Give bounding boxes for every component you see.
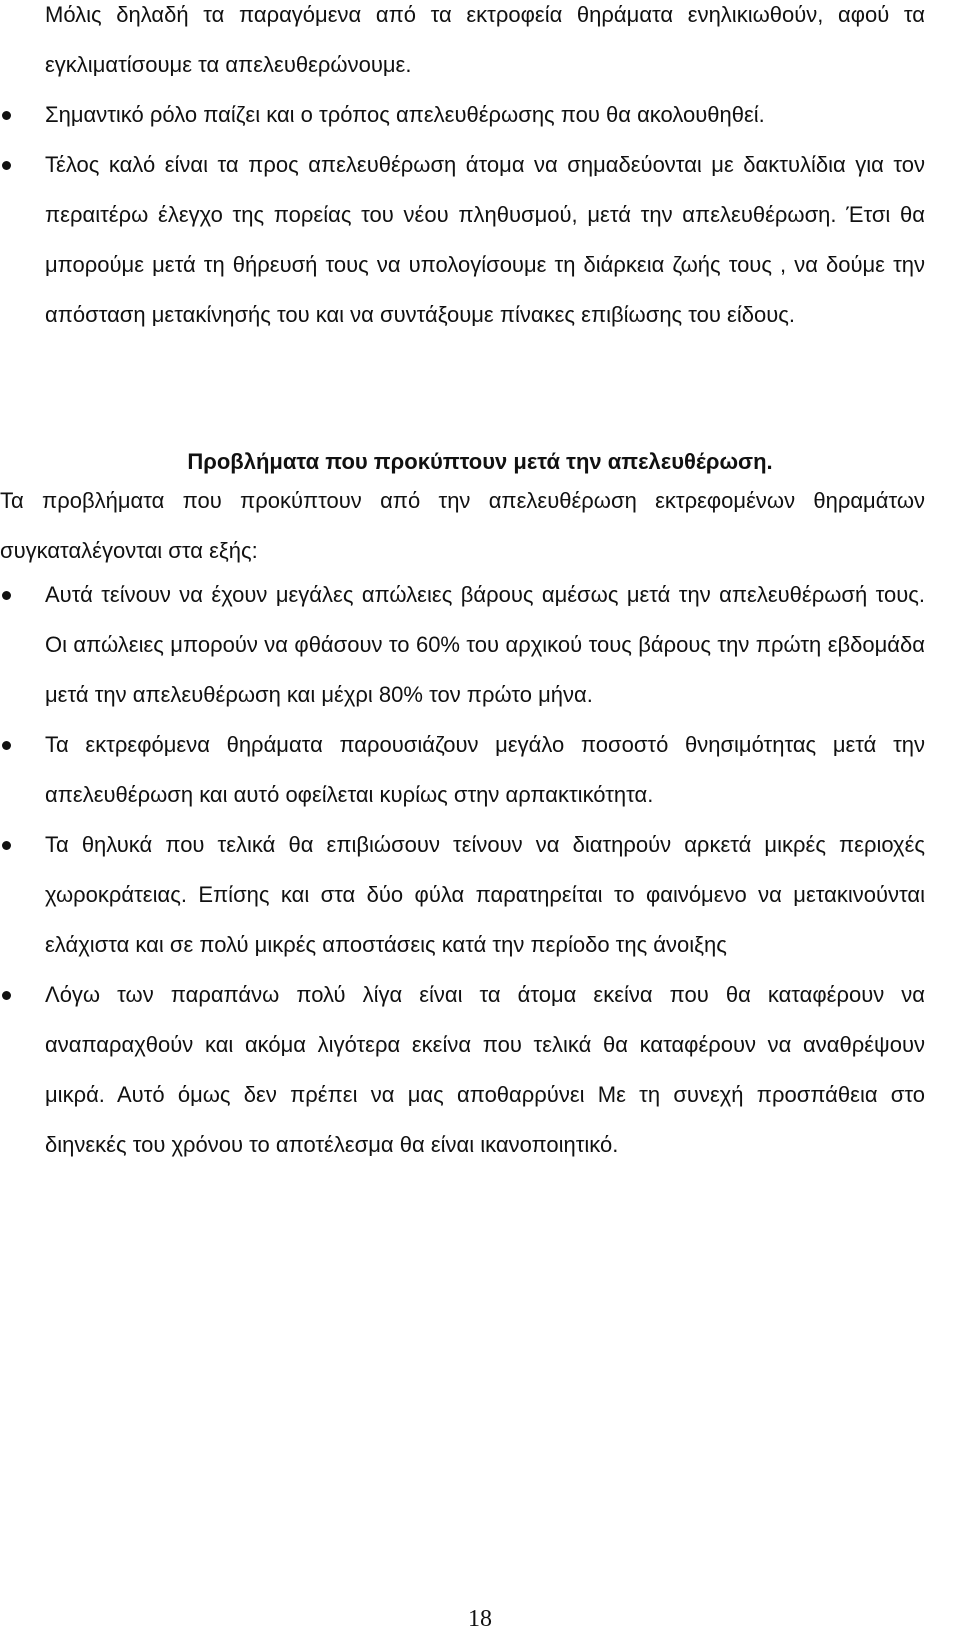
problem-item-4 [45, 970, 925, 1170]
bullet-icon [2, 591, 11, 600]
section-intro: Τα προβλήματα που προκύπτουν από την απελευθέρωση εκτρεφομένων θηραμάτων συγκαταλέγονται στα εξής: [0, 488, 925, 563]
problem-item-2 [45, 720, 925, 820]
top-bullet-item-2 [45, 140, 925, 340]
problems-list [45, 570, 925, 1170]
problem-text-3: Τα θηλυκά που τελικά θα επιβιώσουν τείνουν να διατηρούν αρκετά μικρές περιοχές χωροκράτειας. Επίσης και στα δύο φύλα παρατηρείται το φαινόμενο να μετακινούνται ελάχιστα και σε πολύ μικρές αποστάσεις κατά την περίοδο της άνοιξης [45, 832, 925, 957]
problem-item-3 [45, 820, 925, 970]
section-heading: Προβλήματα που προκύπτουν μετά την απελευθέρωση. [187, 449, 773, 474]
bullet-icon [2, 161, 11, 170]
problem-text-4: Λόγω των παραπάνω πολύ λίγα είναι τα άτομα εκείνα που θα καταφέρουν να αναπαραχθούν και ακόμα λιγότερα εκείνα που τελικά θα καταφέρουν να αναθρέψουν μικρά. Αυτό όμως δεν πρέπει να μας αποθαρρύνει Με τη συνεχή προσπάθεια στο διηνεκές του χρόνου το αποτέλεσμα θα είναι ικανοποιητικό. [45, 982, 925, 1157]
top-text-block [45, 0, 925, 340]
problem-text-2: Τα εκτρεφόμενα θηράματα παρουσιάζουν μεγάλο ποσοστό θνησιμότητας μετά την απελευθέρωση και αυτό οφείλεται κυρίως στην αρπακτικότητα. [45, 732, 925, 807]
page-number: 18 [468, 1606, 492, 1632]
bullet-icon [2, 991, 11, 1000]
top-bullet-text-2: Τέλος καλό είναι τα προς απελευθέρωση άτομα να σημαδεύονται με δακτυλίδια για τον περαιτέρω έλεγχο της πορείας του νέου πληθυσμού, μετά την απελευθέρωση. Έτσι θα μπορούμε μετά τη θήρευσή τους να υπολογίσουμε τη διάρκεια ζωής τους , να δούμε την απόσταση μετακίνησής του και να συντάξουμε πίνακες επιβίωσης του είδους. [45, 152, 925, 327]
problem-text-1: Αυτά τείνουν να έχουν μεγάλες απώλειες βάρους αμέσως μετά την απελευθέρωσή τους. Οι απώλειες μπορούν να φθάσουν το 60% του αρχικού τους βάρους την πρώτη εβδομάδα μετά την απελευθέρωση και μέχρι 80% τον πρώτο μήνα. [45, 582, 925, 707]
bullet-icon [2, 741, 11, 750]
bullet-icon [2, 841, 11, 850]
bullet-icon [2, 111, 11, 120]
problem-item-1 [45, 570, 925, 720]
opening-paragraph: Μόλις δηλαδή τα παραγόμενα από τα εκτροφεία θηράματα ενηλικιωθούν, αφού τα εγκλιματίσουμε τα απελευθερώνουμε. [45, 2, 925, 77]
top-bullet-text-1: Σημαντικό ρόλο παίζει και ο τρόπος απελευθέρωσης που θα ακολουθηθεί. [45, 102, 765, 127]
top-bullet-item-1 [45, 90, 925, 140]
